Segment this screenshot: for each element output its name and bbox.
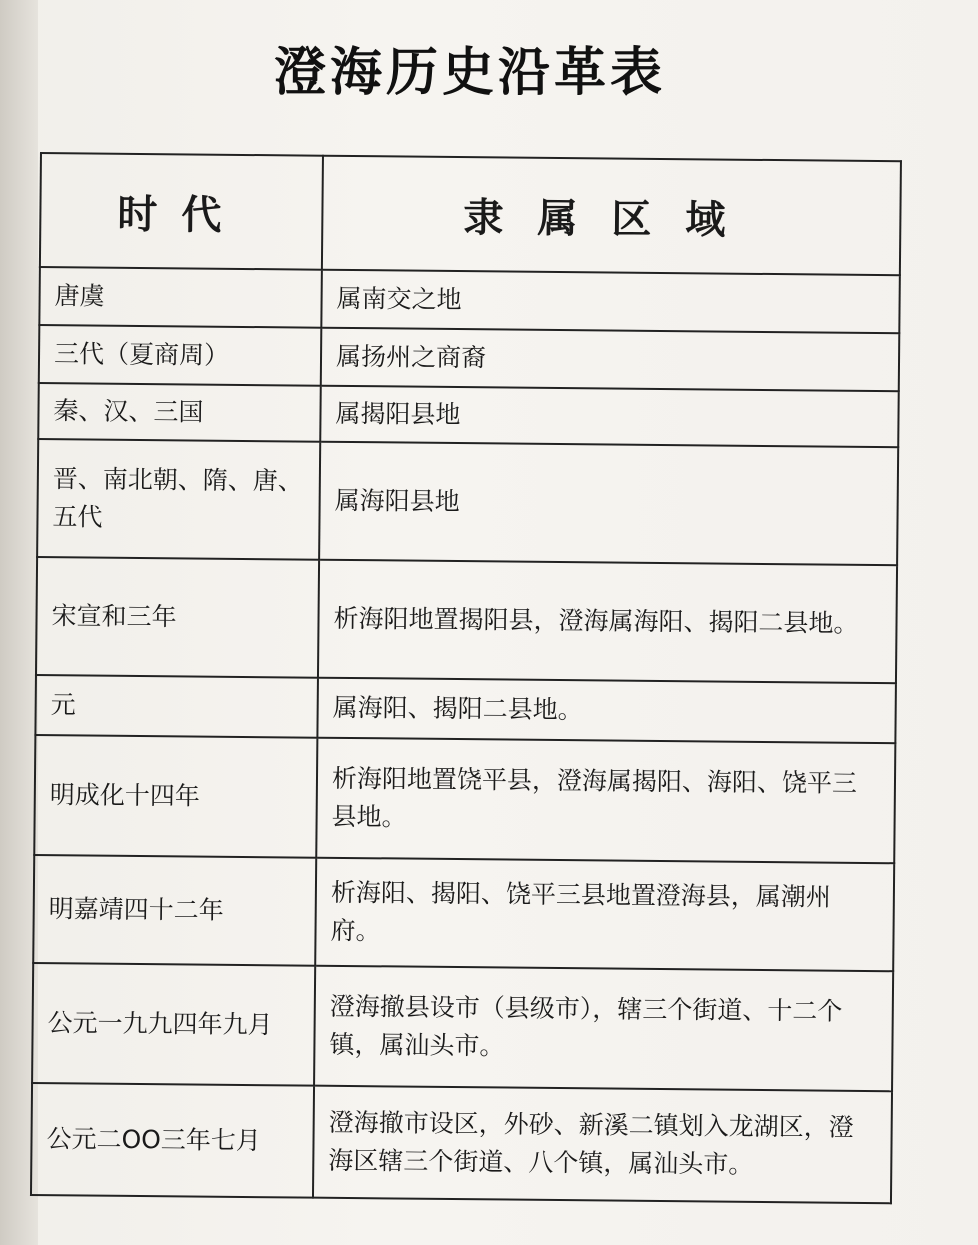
table-row [39,267,900,333]
region-cell: 属南交之地 [321,270,900,334]
era-cell: 三代（夏商周） [39,325,322,386]
table-row [33,855,894,971]
era-cell: 秦、汉、三国 [38,383,321,442]
region-cell: 属扬州之商裔 [321,328,900,392]
era-cell: 元 [35,675,318,738]
table-row [38,383,898,447]
table-row [35,675,896,743]
table-row [32,963,893,1091]
table-row [34,735,895,863]
region-cell: 析海阳、揭阳、饶平三县地置澄海县，属潮州府。 [315,858,894,972]
region-cell: 属揭阳县地 [320,386,899,448]
table-header-row [40,153,901,275]
history-table [30,152,902,1204]
table-row [36,557,897,683]
region-cell: 属海阳县地 [319,442,898,566]
era-cell: 晋、南北朝、隋、唐、五代 [37,439,320,560]
era-cell: 明成化十四年 [34,735,317,858]
era-cell: 宋宣和三年 [36,557,319,678]
region-cell: 属海阳、揭阳二县地。 [317,678,896,744]
table-row [31,1083,892,1203]
era-cell: 公元二OO三年七月 [31,1083,314,1198]
page-title: 澄海历史沿革表 [273,43,666,103]
region-cell: 澄海撤县设市（县级市），辖三个街道、十二个镇，属汕头市。 [314,966,893,1092]
table-row [37,439,898,565]
era-cell: 公元一九九四年九月 [32,963,315,1086]
region-cell: 析海阳地置饶平县，澄海属揭阳、海阳、饶平三县地。 [316,738,895,864]
header-era: 时代 [40,153,323,270]
header-region: 隶属区域 [322,156,901,276]
region-cell: 澄海撤市设区，外砂、新溪二镇划入龙湖区，澄海区辖三个街道、八个镇，属汕头市。 [313,1086,892,1204]
era-cell: 唐虞 [39,267,322,328]
region-cell: 析海阳地置揭阳县，澄海属海阳、揭阳二县地。 [318,560,897,684]
era-cell: 明嘉靖四十二年 [33,855,316,966]
table-row [39,325,900,391]
